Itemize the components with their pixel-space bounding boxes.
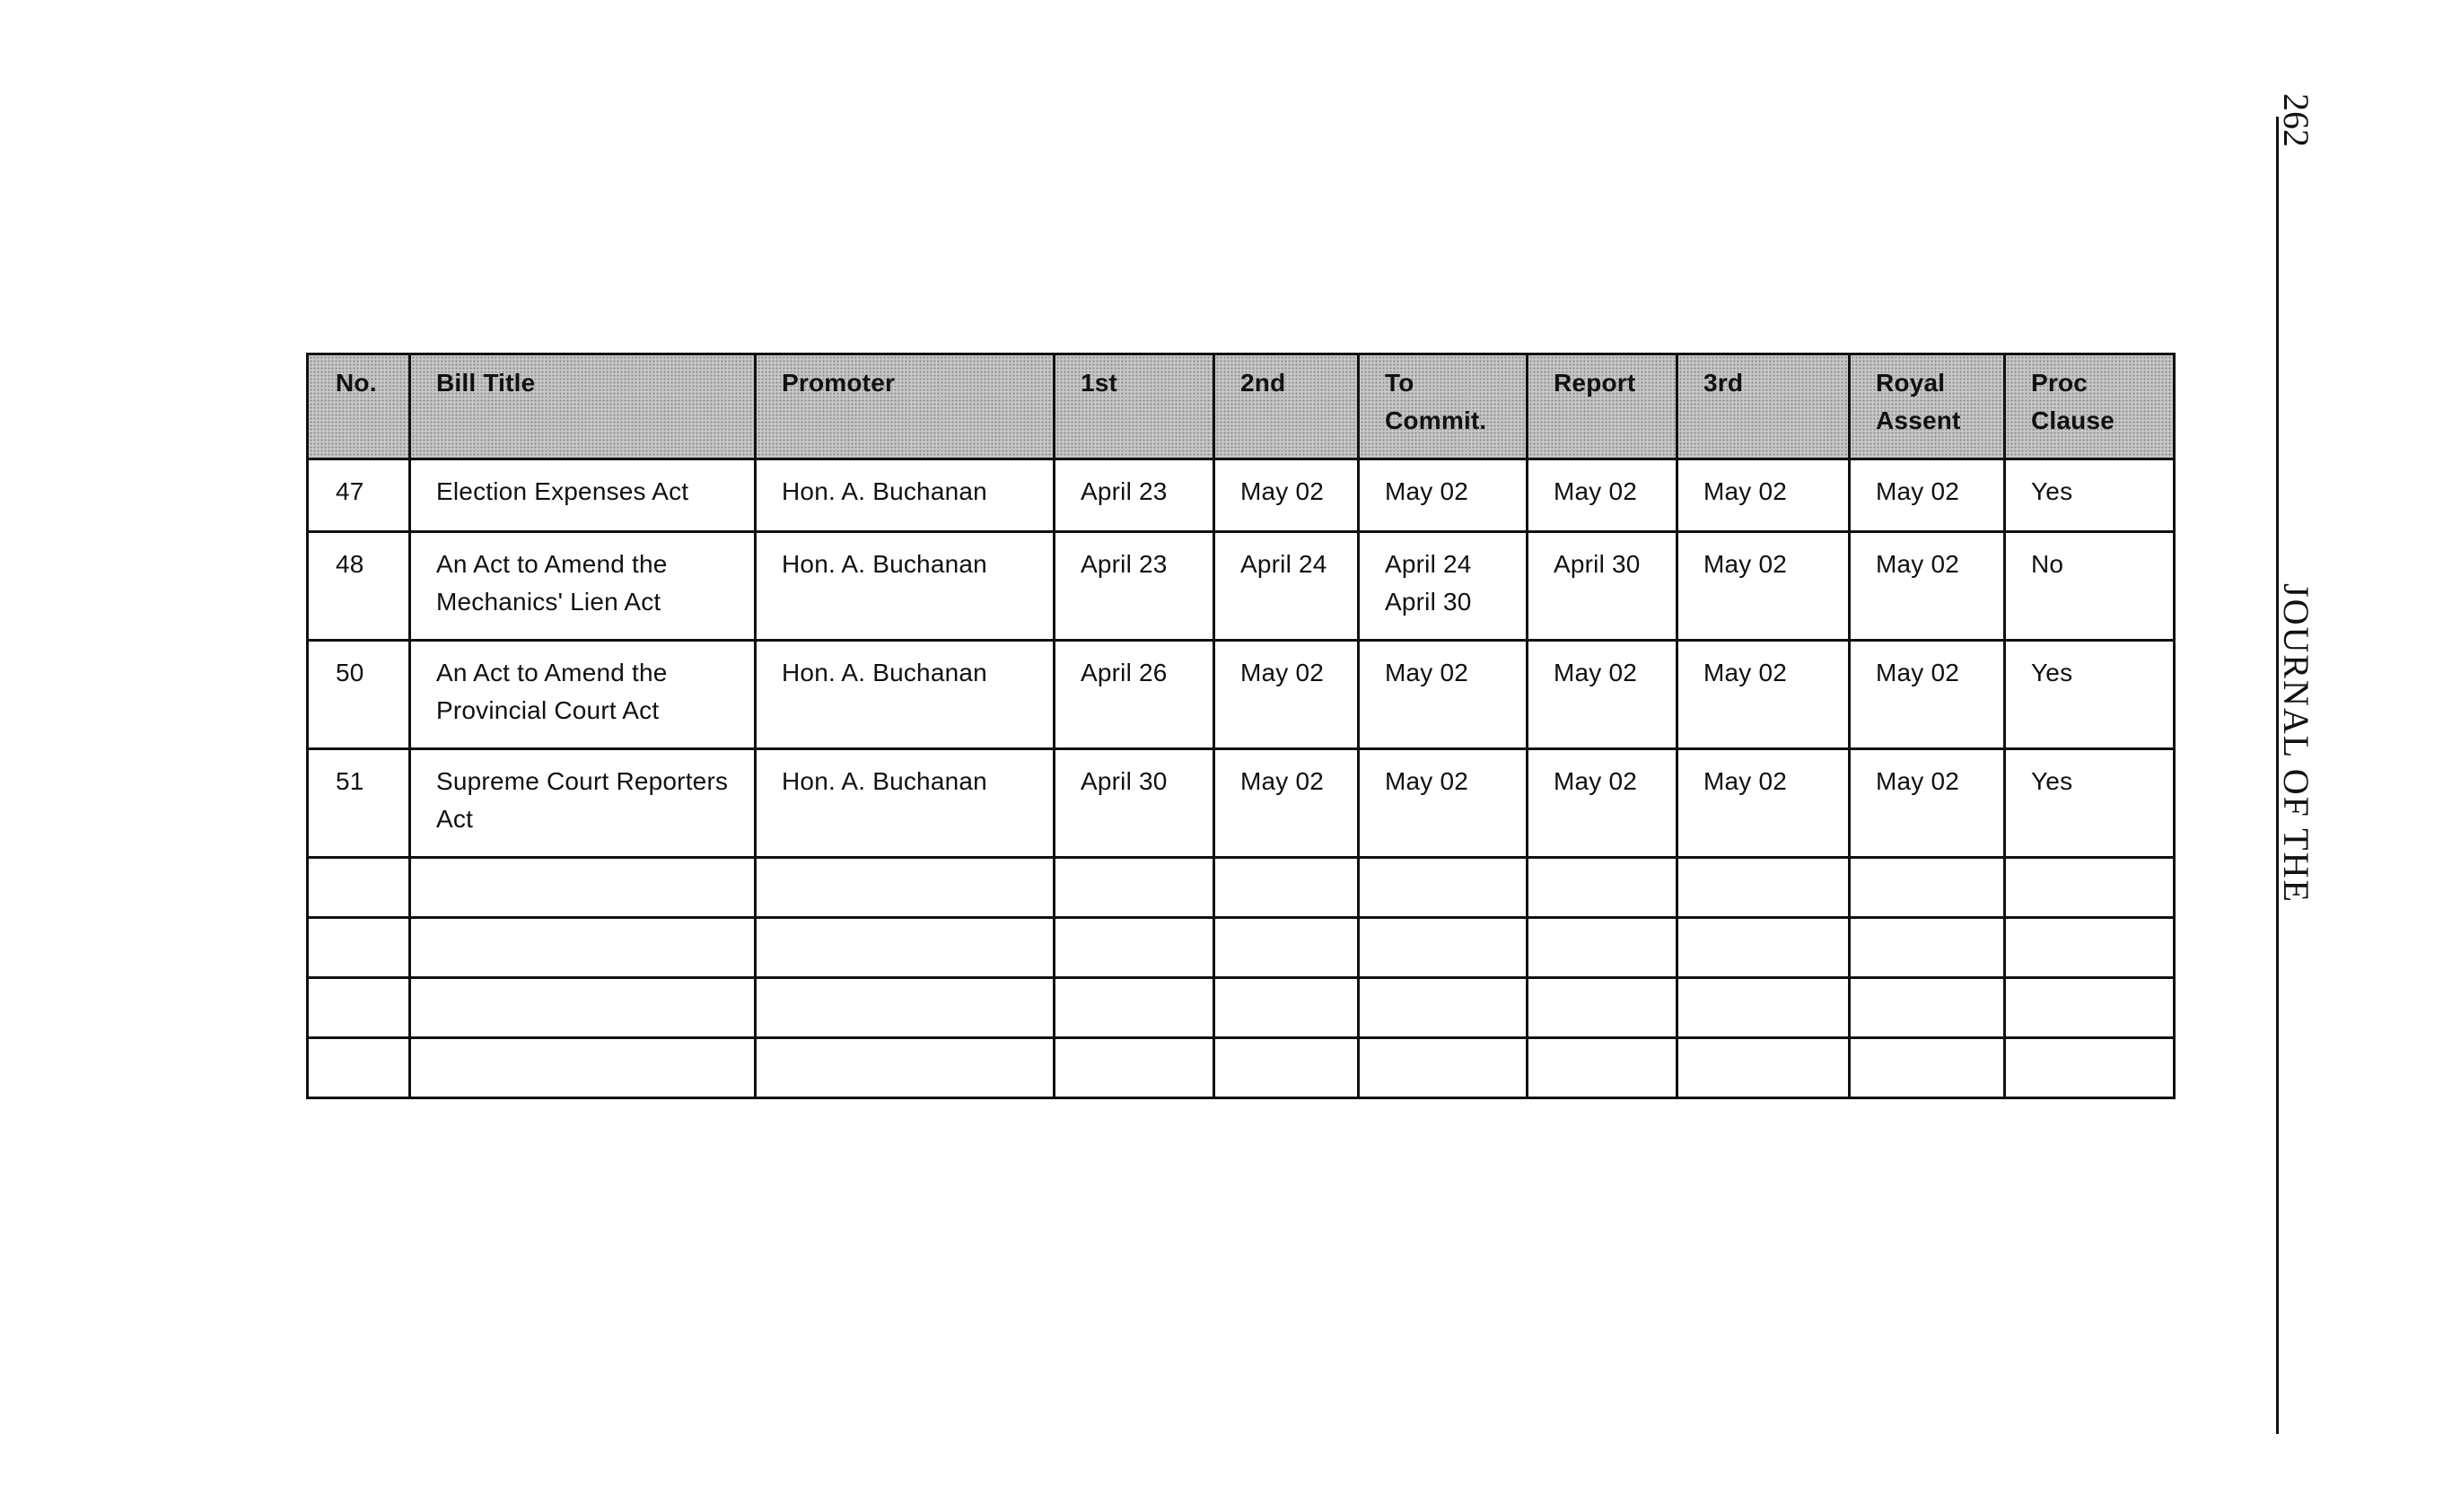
empty-cell (1214, 858, 1359, 918)
cell-royal-assent: May 02 (1850, 459, 2005, 532)
empty-cell (1214, 918, 1359, 978)
empty-cell (2005, 978, 2175, 1038)
empty-cell (2005, 1038, 2175, 1098)
cell-proc-clause: No (2005, 532, 2175, 641)
empty-cell (1850, 1038, 2005, 1098)
table-row (308, 532, 2175, 641)
cell-third-reading: May 02 (1677, 532, 1850, 641)
empty-cell (1055, 1038, 1214, 1098)
cell-to-committee: May 02 (1359, 749, 1528, 858)
header-report: Report (1528, 354, 1677, 459)
cell-first-reading: April 26 (1055, 641, 1214, 749)
empty-cell (1359, 918, 1528, 978)
empty-cell (410, 858, 756, 918)
bills-table (306, 353, 2176, 1099)
header-promoter: Promoter (756, 354, 1055, 459)
empty-cell (410, 918, 756, 978)
empty-table-row (308, 858, 2175, 918)
empty-cell (1055, 978, 1214, 1038)
empty-cell (308, 858, 410, 918)
empty-cell (308, 1038, 410, 1098)
table-row (308, 459, 2175, 532)
cell-report: April 30 (1528, 532, 1677, 641)
empty-cell (410, 1038, 756, 1098)
cell-first-reading: April 23 (1055, 459, 1214, 532)
header-no: No. (308, 354, 410, 459)
empty-cell (1214, 978, 1359, 1038)
header-third-reading: 3rd (1677, 354, 1850, 459)
cell-proc-clause: Yes (2005, 641, 2175, 749)
cell-proc-clause: Yes (2005, 459, 2175, 532)
empty-table-row (308, 918, 2175, 978)
cell-third-reading: May 02 (1677, 459, 1850, 532)
cell-second-reading: April 24 (1214, 532, 1359, 641)
cell-royal-assent: May 02 (1850, 749, 2005, 858)
cell-report: May 02 (1528, 749, 1677, 858)
empty-cell (1359, 858, 1528, 918)
cell-promoter: Hon. A. Buchanan (756, 641, 1055, 749)
cell-bill-title: Supreme Court Reporters Act (410, 749, 756, 858)
header-first-reading: 1st (1055, 354, 1214, 459)
empty-cell (1677, 1038, 1850, 1098)
empty-cell (410, 978, 756, 1038)
cell-second-reading: May 02 (1214, 641, 1359, 749)
cell-first-reading: April 30 (1055, 749, 1214, 858)
empty-cell (1528, 978, 1677, 1038)
cell-promoter: Hon. A. Buchanan (756, 749, 1055, 858)
cell-no: 51 (308, 749, 410, 858)
empty-cell (1677, 858, 1850, 918)
empty-cell (1528, 1038, 1677, 1098)
cell-second-reading: May 02 (1214, 459, 1359, 532)
header-proc-clause: Proc Clause (2005, 354, 2175, 459)
empty-cell (756, 918, 1055, 978)
empty-cell (1055, 918, 1214, 978)
cell-royal-assent: May 02 (1850, 532, 2005, 641)
empty-table-row (308, 1038, 2175, 1098)
cell-to-committee: April 24 April 30 (1359, 532, 1528, 641)
header-to-committee: To Commit. (1359, 354, 1528, 459)
empty-cell (756, 978, 1055, 1038)
cell-first-reading: April 23 (1055, 532, 1214, 641)
empty-cell (1677, 978, 1850, 1038)
cell-no: 47 (308, 459, 410, 532)
table-row (308, 749, 2175, 858)
table-header-row (308, 354, 2175, 459)
cell-report: May 02 (1528, 641, 1677, 749)
cell-report: May 02 (1528, 459, 1677, 532)
cell-bill-title: An Act to Amend the Mechanics' Lien Act (410, 532, 756, 641)
empty-cell (2005, 918, 2175, 978)
cell-third-reading: May 02 (1677, 641, 1850, 749)
empty-cell (1850, 858, 2005, 918)
cell-second-reading: May 02 (1214, 749, 1359, 858)
cell-bill-title: An Act to Amend the Provincial Court Act (410, 641, 756, 749)
cell-no: 48 (308, 532, 410, 641)
empty-cell (308, 978, 410, 1038)
cell-no: 50 (308, 641, 410, 749)
empty-cell (308, 918, 410, 978)
table-row (308, 641, 2175, 749)
empty-cell (1850, 918, 2005, 978)
cell-promoter: Hon. A. Buchanan (756, 532, 1055, 641)
empty-cell (1055, 858, 1214, 918)
empty-cell (1359, 978, 1528, 1038)
header-royal-assent: Royal Assent (1850, 354, 2005, 459)
cell-third-reading: May 02 (1677, 749, 1850, 858)
empty-cell (1528, 918, 1677, 978)
cell-to-committee: May 02 (1359, 459, 1528, 532)
running-head: JOURNAL OF THE (2276, 583, 2316, 904)
cell-proc-clause: Yes (2005, 749, 2175, 858)
cell-to-committee: May 02 (1359, 641, 1528, 749)
empty-cell (756, 1038, 1055, 1098)
cell-royal-assent: May 02 (1850, 641, 2005, 749)
page-number: 262 (2276, 93, 2316, 147)
header-bill-title: Bill Title (410, 354, 756, 459)
empty-cell (1214, 1038, 1359, 1098)
cell-promoter: Hon. A. Buchanan (756, 459, 1055, 532)
header-second-reading: 2nd (1214, 354, 1359, 459)
empty-cell (1528, 858, 1677, 918)
empty-cell (1677, 918, 1850, 978)
empty-cell (1359, 1038, 1528, 1098)
empty-cell (2005, 858, 2175, 918)
cell-bill-title: Election Expenses Act (410, 459, 756, 532)
empty-cell (756, 858, 1055, 918)
empty-table-row (308, 978, 2175, 1038)
empty-cell (1850, 978, 2005, 1038)
